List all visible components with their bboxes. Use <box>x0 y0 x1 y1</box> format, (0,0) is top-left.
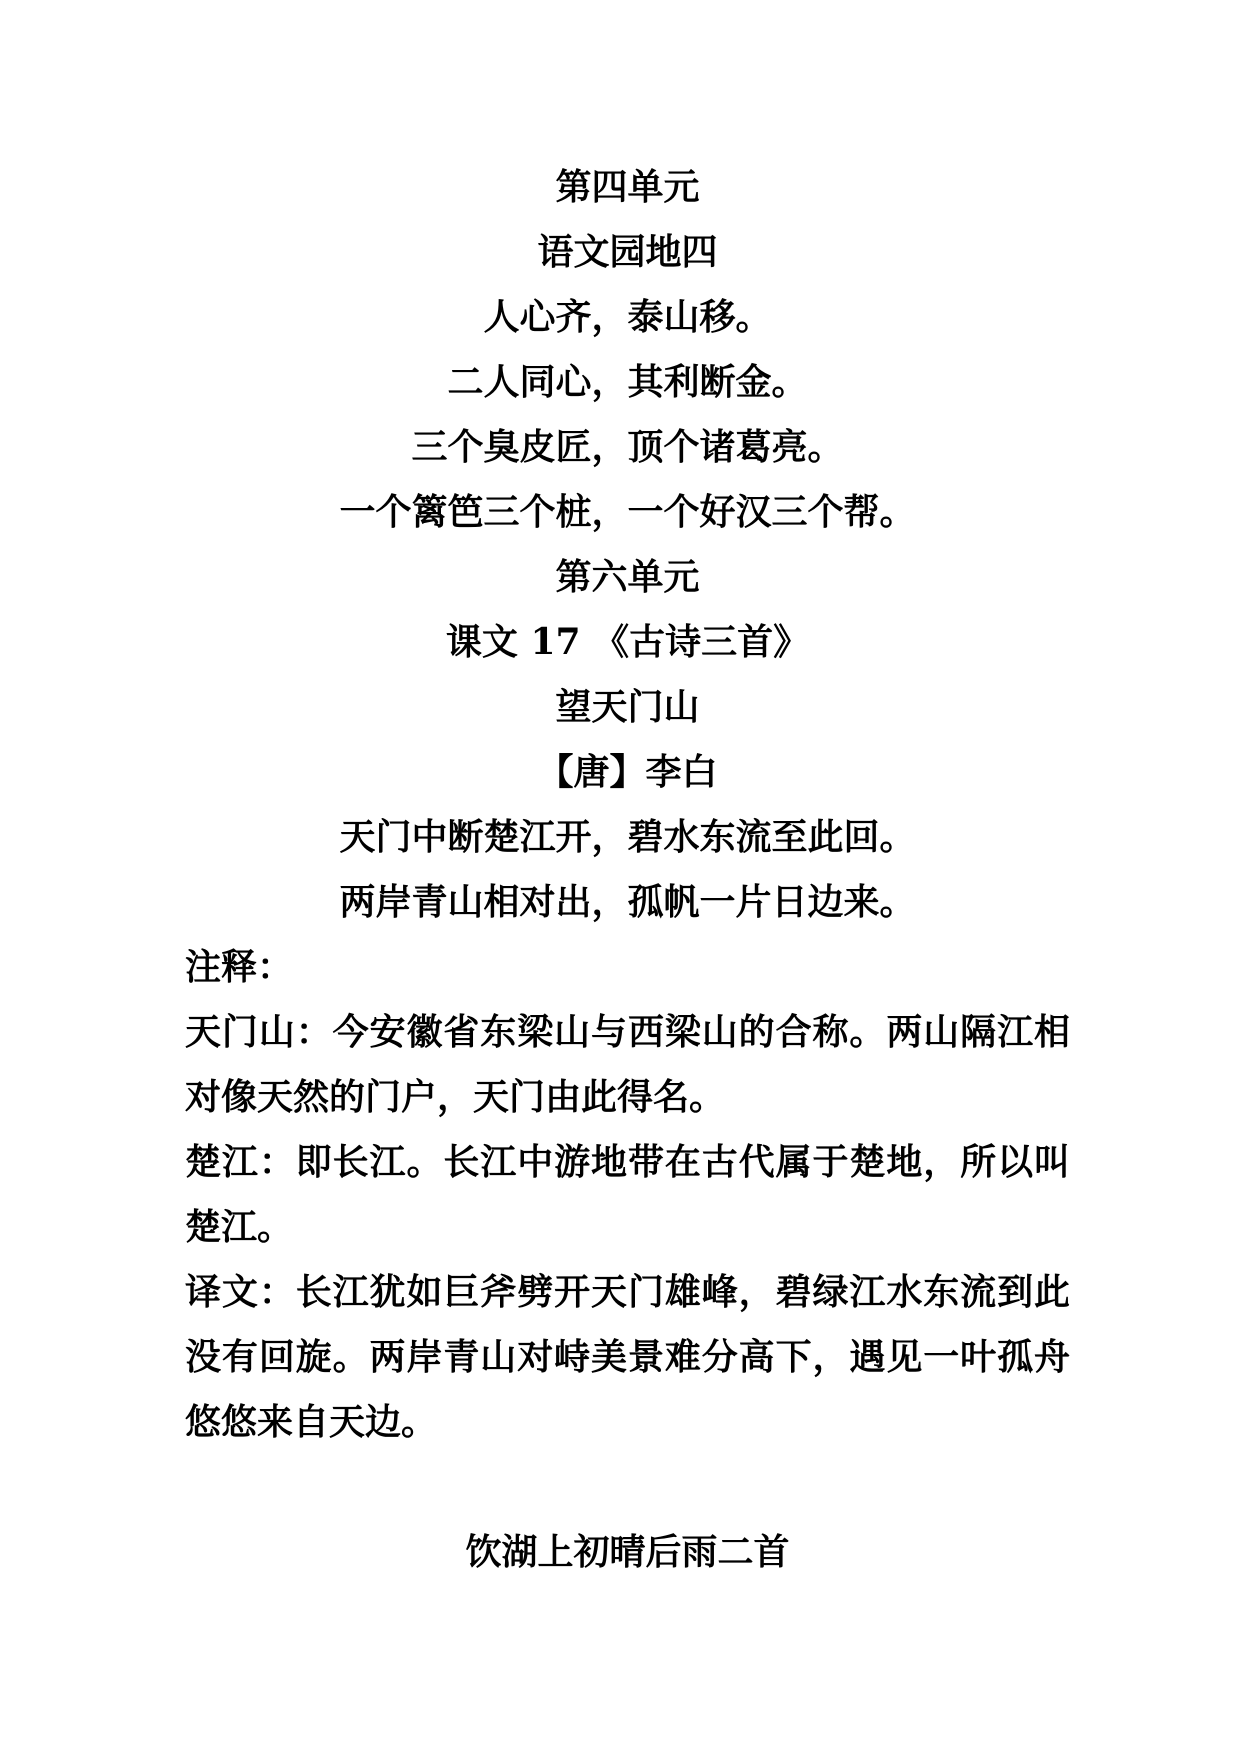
poem-verse-1: 天门中断楚江开，碧水东流至此回。 <box>339 816 916 858</box>
translation-paragraph: 译文：长江犹如巨斧劈开天门雄峰，碧绿江水东流到此没有回旋。两岸青山对峙美景难分高下，遇见一叶孤舟悠悠来自天边。 <box>185 1271 1070 1443</box>
poem-verse-2: 两岸青山相对出，孤帆一片日边来。 <box>339 881 916 923</box>
heading-lesson-17: 课文 17 《古诗三首》 <box>445 621 810 663</box>
notes-label: 注释： <box>185 946 294 988</box>
poem-title: 望天门山 <box>555 686 700 728</box>
proverb-line-3: 三个臭皮匠，顶个诸葛亮。 <box>411 426 844 468</box>
note-chujiang: 楚江：即长江。长江中游地带在古代属于楚地，所以叫楚江。 <box>185 1141 1070 1248</box>
heading-yuwen-garden-4: 语文园地四 <box>537 231 718 273</box>
heading-unit-4: 第四单元 <box>555 166 700 208</box>
note-tianmenshan: 天门山：今安徽省东梁山与西梁山的合称。两山隔江相对像天然的门户，天门由此得名。 <box>185 1011 1070 1118</box>
proverb-line-4: 一个篱笆三个桩，一个好汉三个帮。 <box>339 491 916 533</box>
poem-author: 【唐】李白 <box>537 751 718 793</box>
proverb-line-2: 二人同心，其利断金。 <box>447 361 808 403</box>
heading-unit-6: 第六单元 <box>555 556 700 598</box>
next-poem-title: 饮湖上初晴后雨二首 <box>465 1531 790 1573</box>
proverb-line-1: 人心齐，泰山移。 <box>483 296 772 338</box>
